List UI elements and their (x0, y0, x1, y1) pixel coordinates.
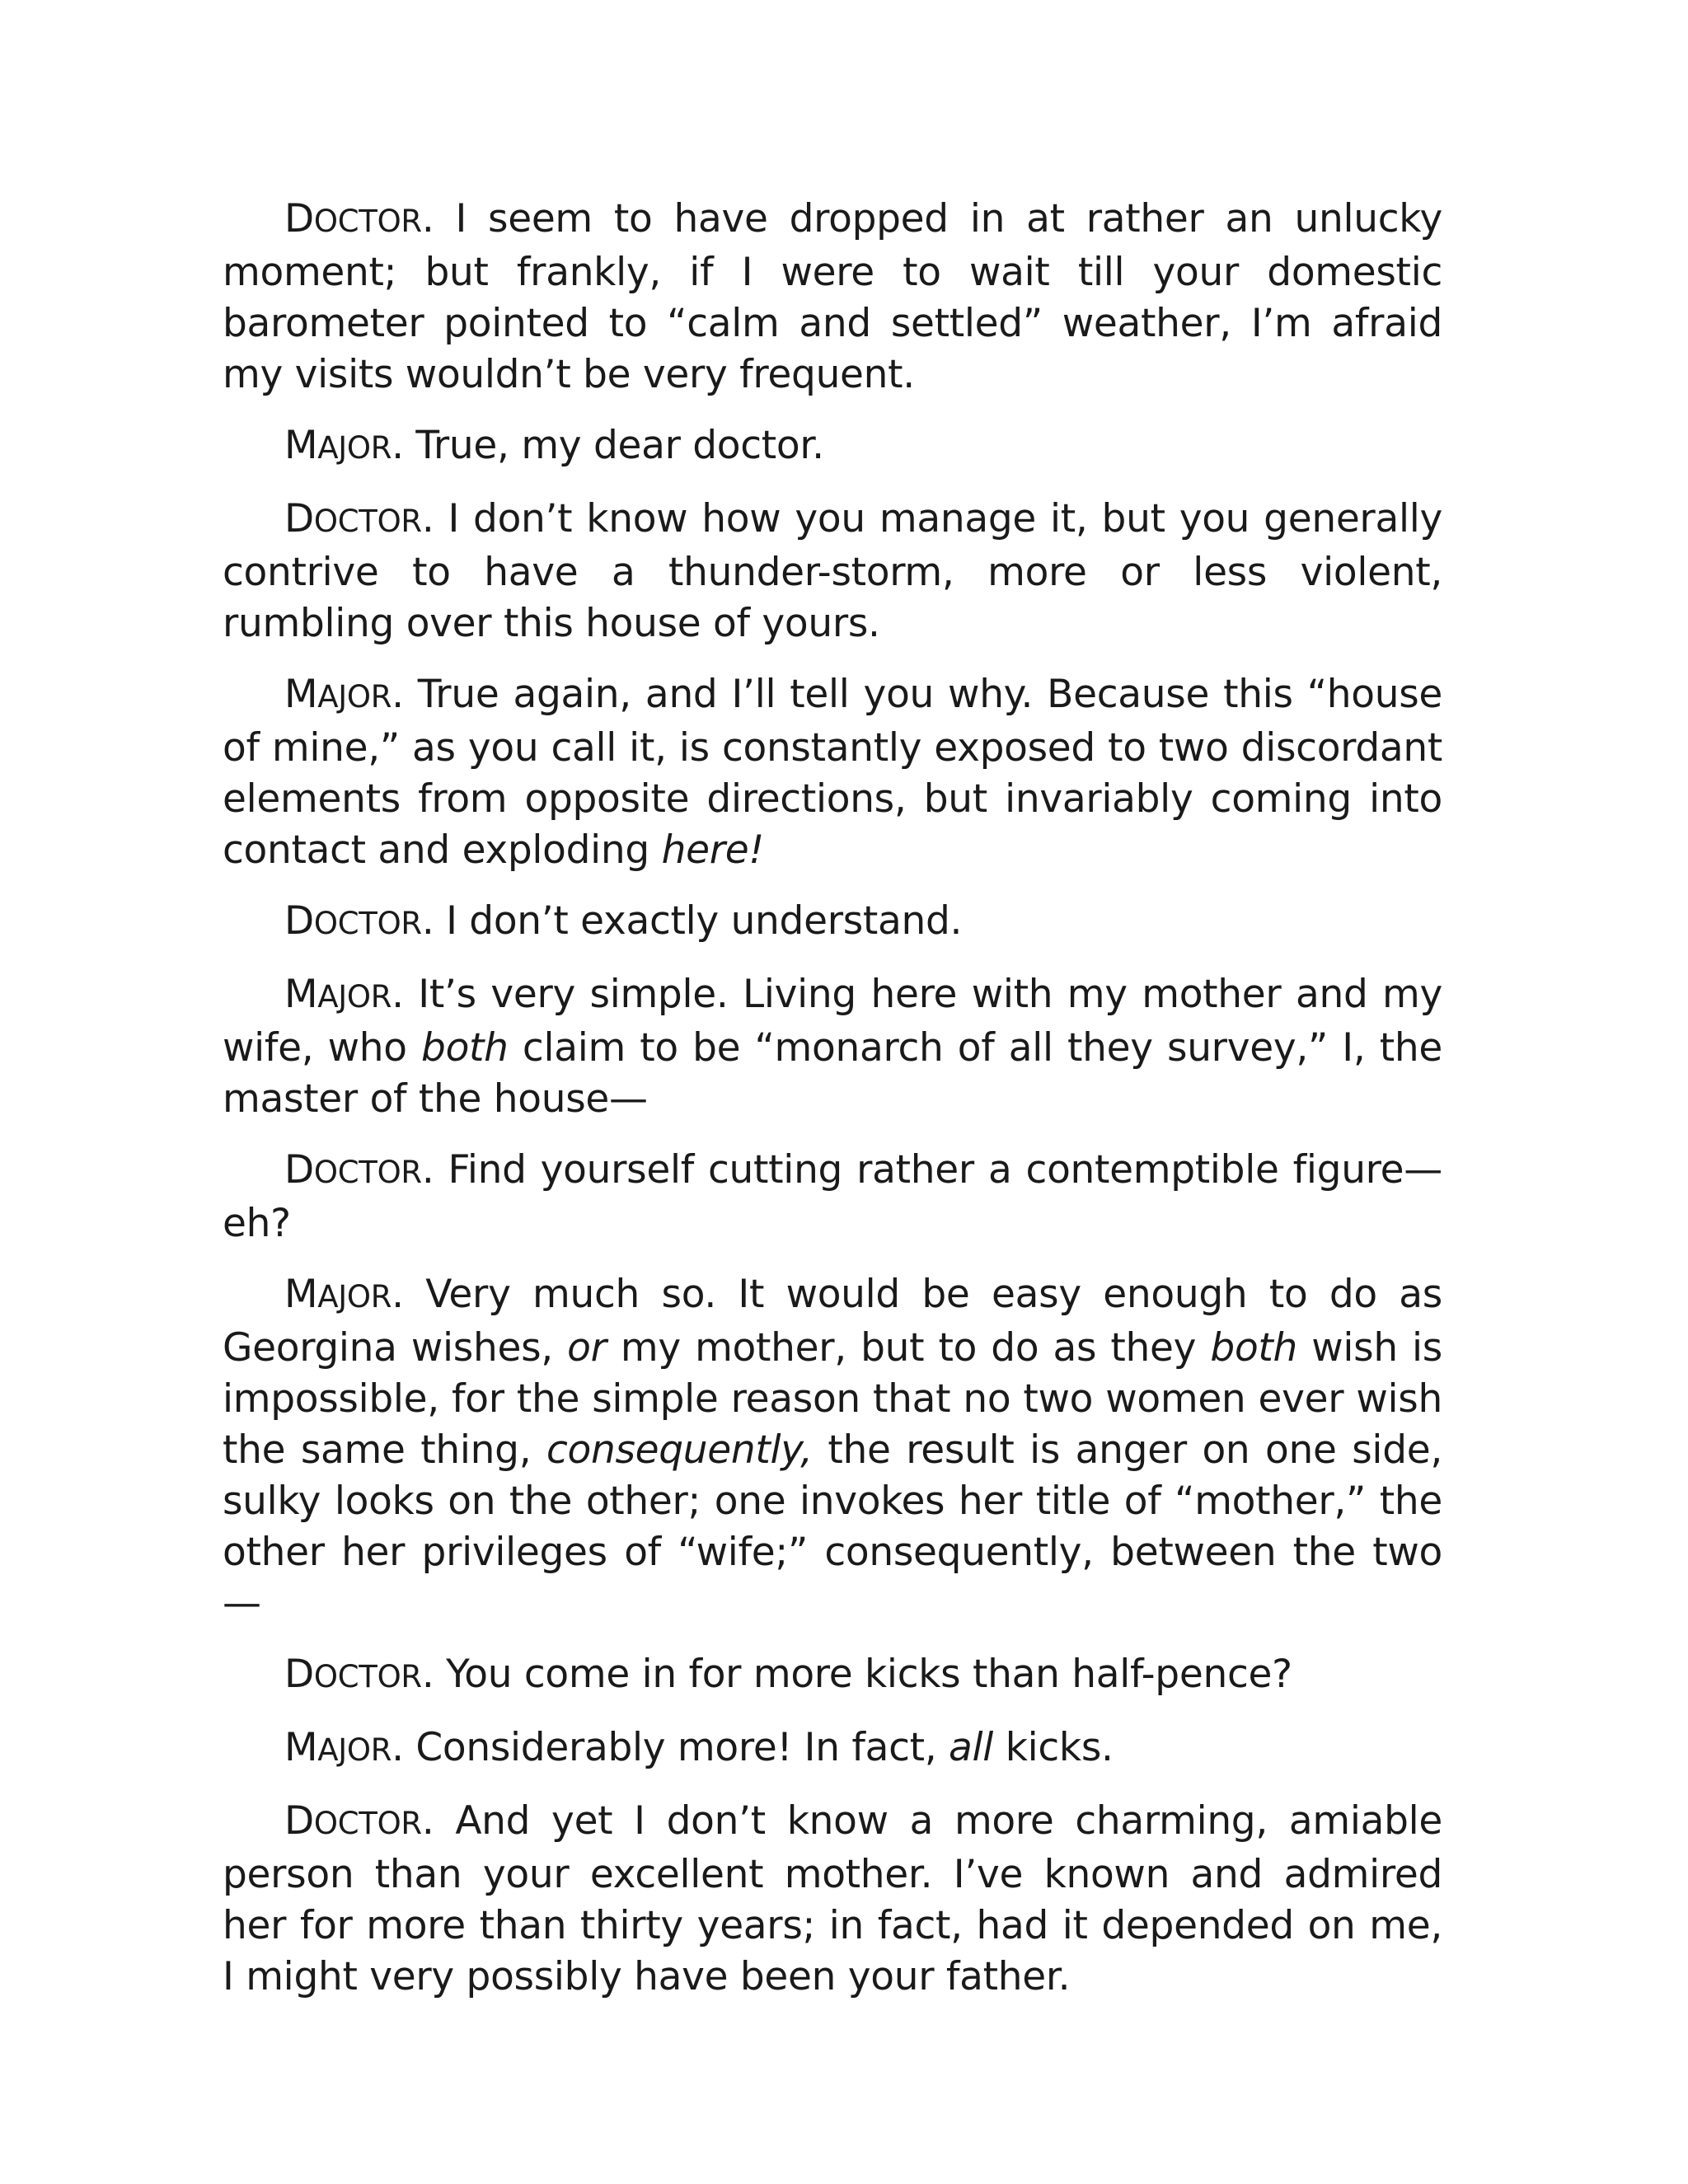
speaker-small-caps: AJOR (317, 430, 392, 466)
speaker-name (284, 196, 422, 241)
speaker-name (284, 1798, 422, 1844)
dialogue-text: . Find yourself cutting rather a contemptible figure—eh? (223, 1147, 1442, 1246)
dialogue-text: claim to be “monarch of all they survey,” I, the master of the house— (223, 1025, 1443, 1122)
speaker-small-caps: OCTOR (313, 504, 422, 539)
dialogue-paragraph (223, 194, 1442, 401)
dialogue-text: . It’s very simple. Living here with my mother and my wife, who (223, 972, 1442, 1071)
italic-text: both (1210, 1325, 1298, 1371)
speaker-initial: M (284, 423, 318, 468)
dialogue-text: . Considerably more! In fact, (392, 1725, 950, 1770)
speaker-name (284, 1652, 422, 1697)
speaker-initial: D (284, 496, 314, 541)
speaker-name (284, 496, 422, 541)
speaker-small-caps: AJOR (317, 979, 392, 1015)
speaker-small-caps: OCTOR (313, 1659, 422, 1694)
speaker-name (284, 1147, 422, 1193)
speaker-name (284, 1272, 392, 1317)
dialogue-text: . I don’t exactly understand. (421, 898, 963, 944)
speaker-name (284, 898, 422, 944)
speaker-initial: D (284, 898, 314, 944)
dialogue-paragraph (223, 420, 1442, 474)
speaker-name (284, 972, 392, 1017)
dialogue-text: . I seem to have dropped in at rather an unlucky moment; but frankly, if I were to wait till your domestic barometer pointed to “calm and settled” weather, I’m afraid my visits wouldn’t be very frequent. (223, 196, 1442, 397)
speaker-name (284, 423, 392, 468)
italic-text: all (949, 1725, 994, 1770)
italic-text: or (567, 1325, 607, 1371)
script-page (223, 194, 1442, 2022)
dialogue-text: . Very much so. It would be easy enough to do as Georgina wishes, (223, 1272, 1442, 1371)
dialogue-text: wish is impossible, for the simple reason that no two women ever wish the same thing, (223, 1325, 1442, 1473)
dialogue-paragraph (223, 969, 1442, 1125)
speaker-initial: D (284, 1652, 314, 1697)
speaker-small-caps: AJOR (317, 1732, 392, 1768)
speaker-small-caps: OCTOR (313, 1155, 422, 1190)
speaker-name (284, 672, 392, 717)
speaker-initial: D (284, 196, 314, 241)
dialogue-paragraph (223, 896, 1442, 949)
dialogue-text: kicks. (993, 1725, 1114, 1770)
dialogue-text: . True again, and I’ll tell you why. Because this “house of mine,” as you call it, is constantly exposed to two discordant elements from opposite directions, but invariably coming into contact and exploding (223, 672, 1442, 873)
speaker-initial: D (284, 1147, 314, 1193)
speaker-initial: M (284, 672, 318, 717)
dialogue-paragraph (223, 1145, 1442, 1249)
speaker-small-caps: OCTOR (313, 204, 422, 239)
dialogue-text: the result is anger on one side, sulky looks on the other; one invokes her title of “mother,” the other her privileges of “wife;” consequently, between the two— (223, 1427, 1442, 1626)
speaker-initial: D (284, 1798, 314, 1844)
dialogue-paragraph (223, 669, 1442, 876)
speaker-small-caps: OCTOR (313, 1806, 422, 1841)
speaker-small-caps: AJOR (317, 679, 392, 715)
speaker-initial: M (284, 1272, 318, 1317)
dialogue-paragraph (223, 1796, 1442, 2003)
speaker-initial: M (284, 972, 318, 1017)
italic-text: consequently, (546, 1427, 813, 1473)
dialogue-paragraph (223, 1649, 1442, 1703)
dialogue-paragraph (223, 1722, 1442, 1776)
dialogue-paragraph (223, 1269, 1442, 1629)
dialogue-text: . I don’t know how you manage it, but you generally contrive to have a thunder-storm, more or less violent, rumbling over this house of yours. (223, 496, 1442, 646)
dialogue-text: . You come in for more kicks than half-pence? (421, 1652, 1292, 1697)
speaker-small-caps: AJOR (317, 1279, 392, 1315)
dialogue-text: my mother, but to do as they (606, 1325, 1211, 1371)
dialogue-paragraph (223, 494, 1442, 649)
italic-text: both (421, 1025, 509, 1071)
speaker-name (284, 1725, 392, 1770)
speaker-small-caps: OCTOR (313, 906, 422, 941)
dialogue-text: . True, my dear doctor. (392, 423, 824, 468)
italic-text: here! (661, 827, 764, 873)
dialogue-text: . And yet I don’t know a more charming, amiable person than your excellent mother. I’ve known and admired her for more than thirty years; in fact, had it depended on me, I might very possibly have been your father. (223, 1798, 1442, 1999)
speaker-initial: M (284, 1725, 318, 1770)
